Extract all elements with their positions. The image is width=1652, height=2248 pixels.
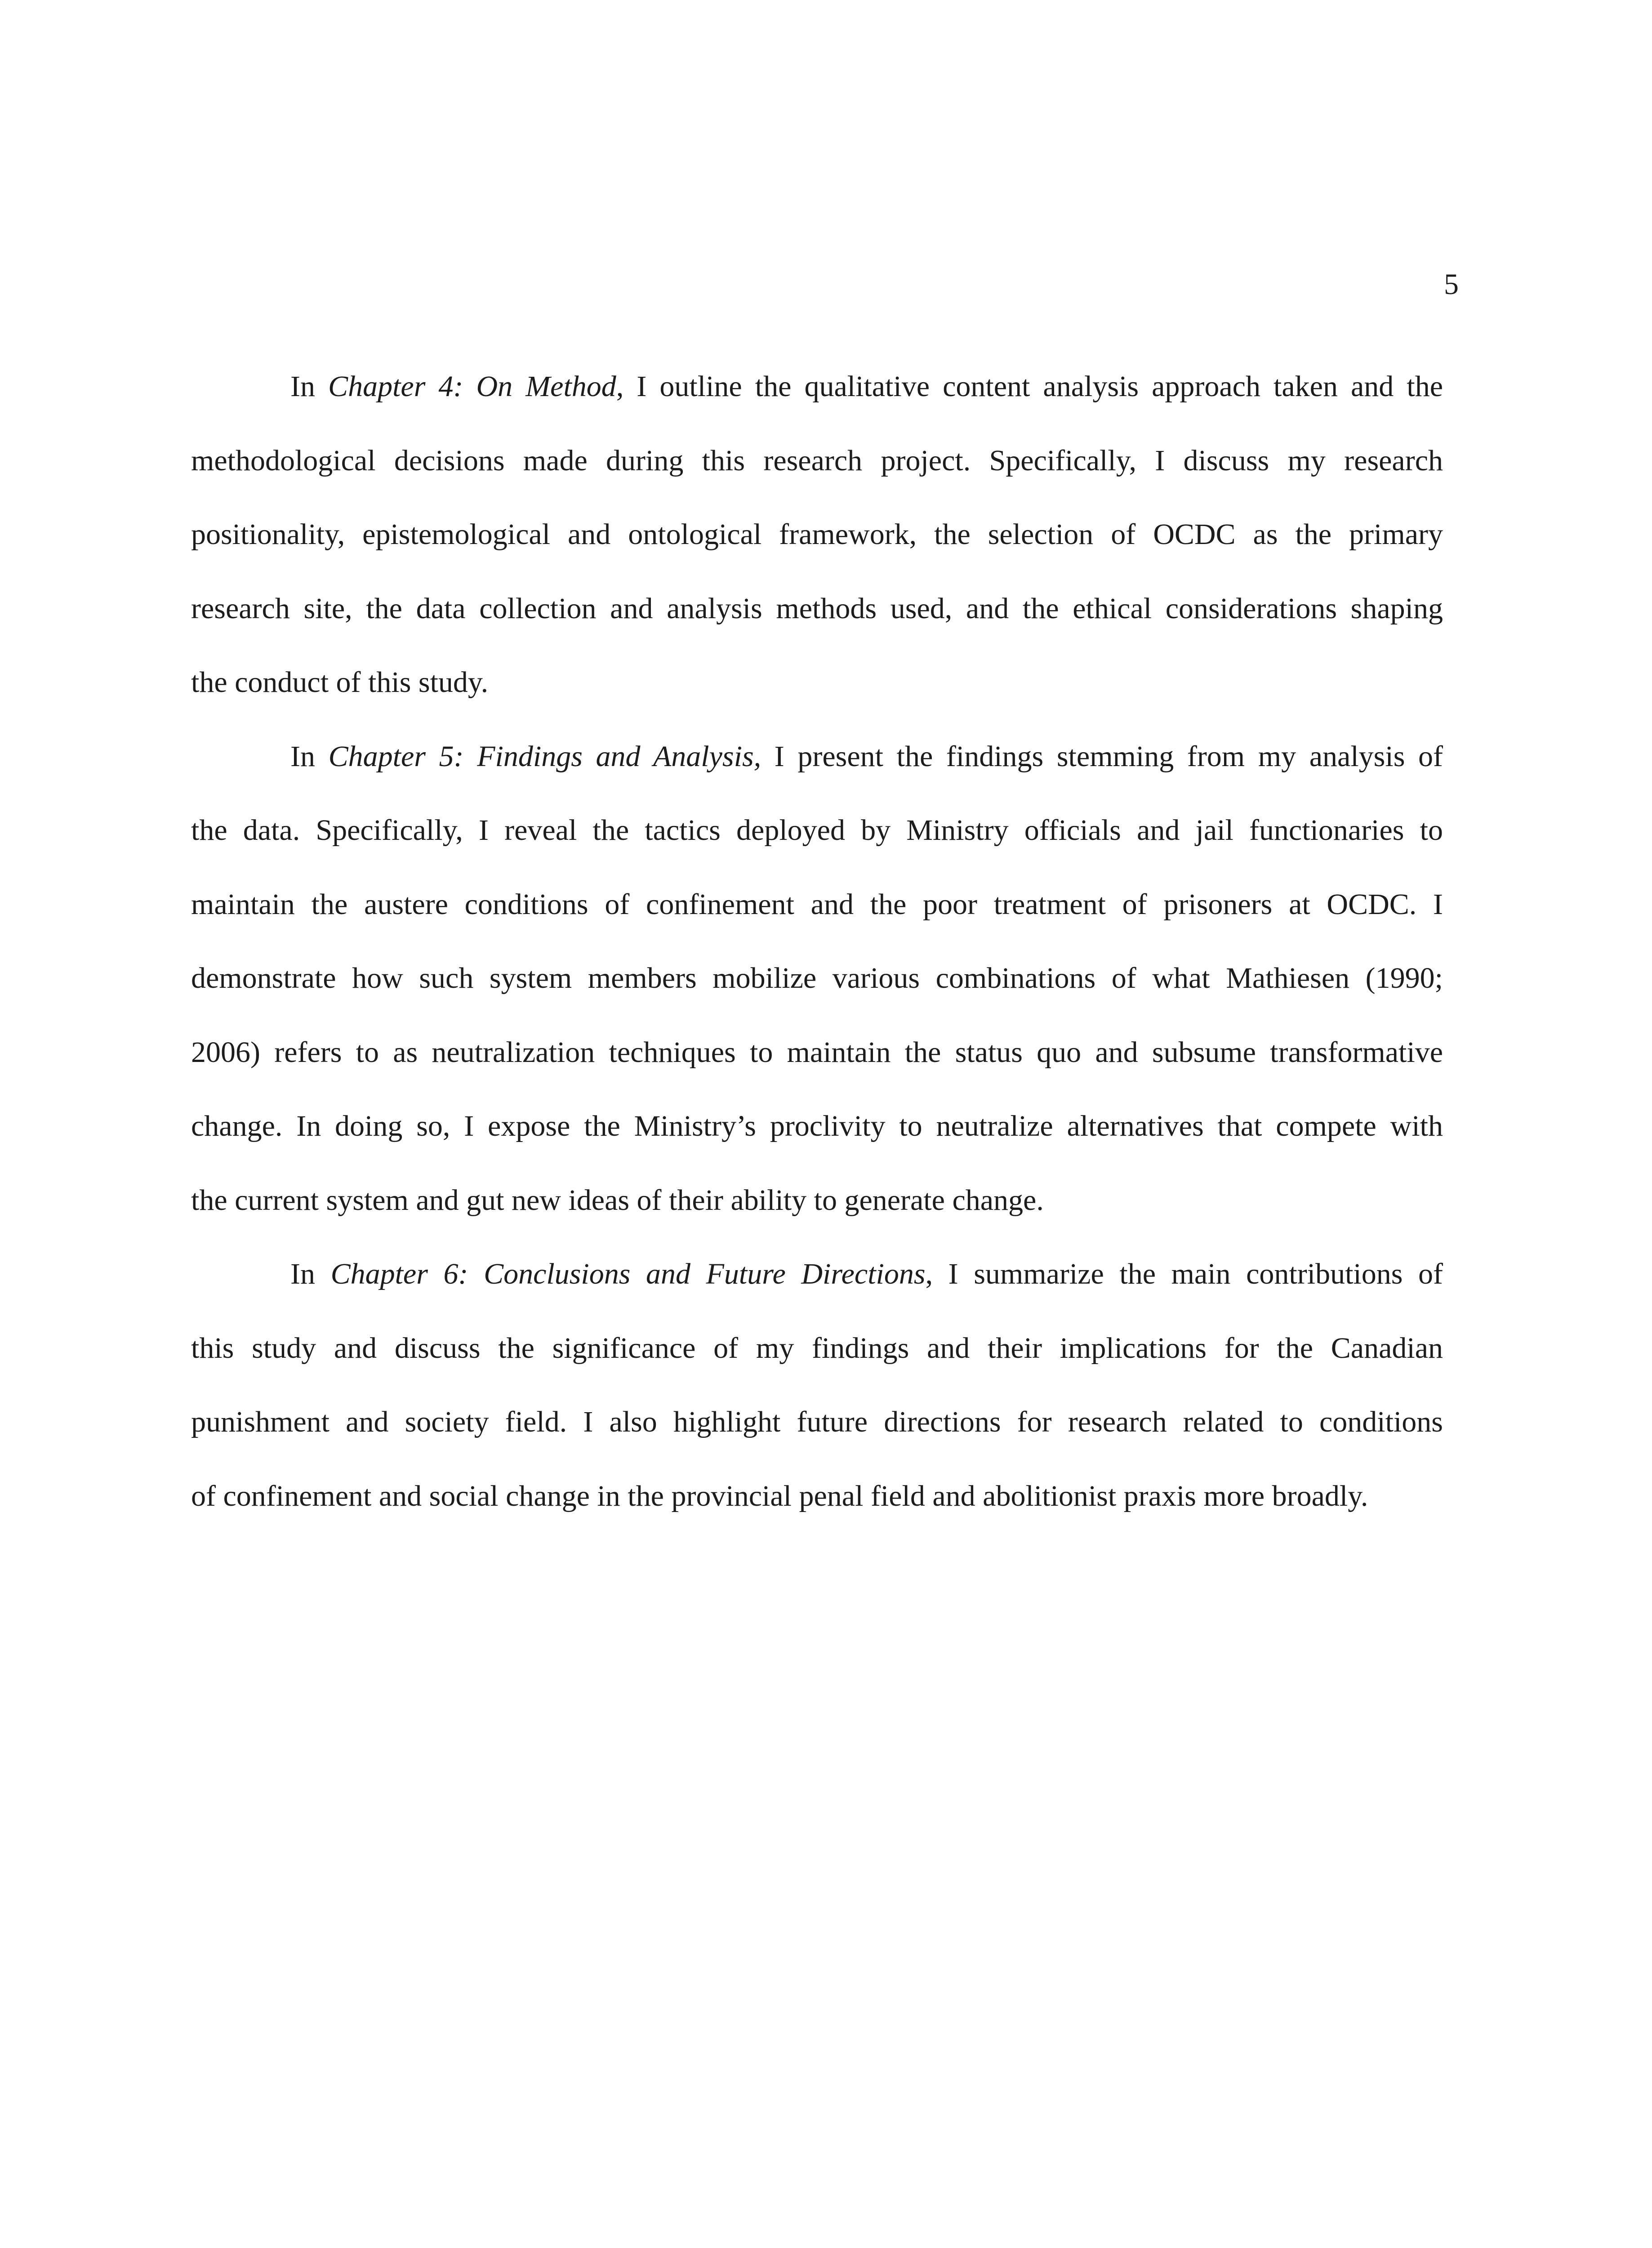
paragraph-line: In Chapter 4: On Method, I outline the qualitative content analysis approach taken and the: [290, 370, 1443, 403]
paragraph-line: the current system and gut new ideas of their ability to generate change.: [191, 1183, 1044, 1217]
body-text: [191, 350, 1443, 1533]
paragraph-line: 2006) refers to as neutralization techniques to maintain the status quo and subsume transformative: [191, 1035, 1443, 1069]
paragraph-chapter-6: [191, 1237, 1443, 1533]
chapter-title-italic: Chapter 5: Findings and Analysis,: [328, 740, 761, 773]
paragraph-line: of confinement and social change in the provincial penal field and abolitionist praxis more broadly.: [191, 1479, 1368, 1512]
paragraph-line: punishment and society field. I also highlight future directions for research related to conditions: [191, 1405, 1443, 1438]
chapter-title-italic: Chapter 6: Conclusions and Future Directions: [330, 1258, 926, 1290]
paragraph-line: In Chapter 6: Conclusions and Future Directions, I summarize the main contributions of: [290, 1258, 1443, 1290]
paragraph-line: change. In doing so, I expose the Ministry’s proclivity to neutralize alternatives that compete with: [191, 1110, 1443, 1142]
paragraph-line: this study and discuss the significance of my findings and their implications for the Canadian: [191, 1331, 1443, 1365]
paragraph-line: In Chapter 5: Findings and Analysis, I present the findings stemming from my analysis of: [290, 740, 1443, 773]
paragraph-line: the conduct of this study.: [191, 666, 489, 699]
paragraph-chapter-5: [191, 720, 1443, 1238]
paragraph-line: the data. Specifically, I reveal the tactics deployed by Ministry officials and jail functionaries to: [191, 814, 1443, 847]
paragraph-chapter-4: [191, 350, 1443, 720]
paragraph-line: research site, the data collection and analysis methods used, and the ethical considerations shaping: [191, 592, 1443, 625]
paragraph-line: positionality, epistemological and ontological framework, the selection of OCDC as the primary: [191, 518, 1443, 551]
chapter-title-italic: Chapter 4: On Method: [328, 370, 616, 403]
page-number: 5: [1444, 268, 1459, 301]
paragraph-line: methodological decisions made during this research project. Specifically, I discuss my research: [191, 444, 1443, 477]
paragraph-line: maintain the austere conditions of confinement and the poor treatment of prisoners at OCDC. I: [191, 888, 1443, 921]
paragraph-line: demonstrate how such system members mobilize various combinations of what Mathiesen (1990;: [191, 962, 1443, 995]
